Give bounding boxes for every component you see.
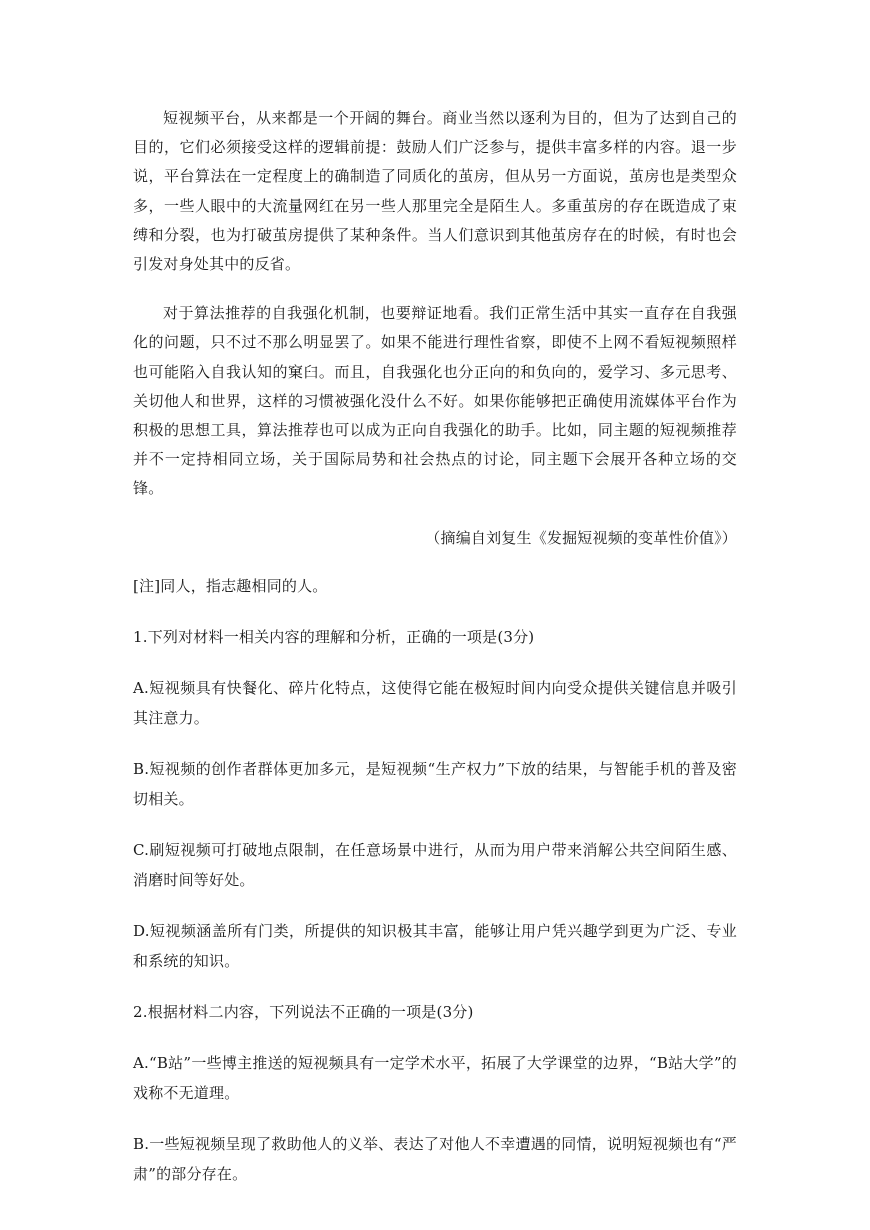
- annotation-note: [注]同人，指志趣相同的人。: [133, 576, 328, 595]
- question-2-stem: 2.根据材料二内容，下列说法不正确的一项是(3分): [133, 1002, 474, 1021]
- question-2-option-a: A.“B站”一些博主推送的短视频具有一定学术水平，拓展了大学课堂的边界，“B站大学”的戏称不无道理。: [133, 1053, 737, 1102]
- passage-paragraph-1: 短视频平台，从来都是一个开阔的舞台。商业当然以逐利为目的，但为了达到自己的目的，它们必须接受这样的逻辑前提：鼓励人们广泛参与，提供丰富多样的内容。退一步说，平台算法在一定程度上的确制造了同质化的茧房，但从另一方面说，茧房也是类型众多，一些人眼中的大流量网红在另一些人那里完全是陌生人。多重茧房的存在既造成了束缚和分裂，也为打破茧房提供了某种条件。当人们意识到其他茧房存在的时候，有时也会引发对身处其中的反省。: [133, 109, 737, 274]
- passage-source: （摘编自刘复生《发掘短视频的变革性价值》）: [425, 528, 737, 547]
- question-1-option-a: A.短视频具有快餐化、碎片化特点，这使得它能在极短时间内向受众提供关键信息并吸引其注意力。: [133, 678, 737, 727]
- question-2: [133, 997, 737, 1189]
- passage-paragraph-2: 对于算法推荐的自我强化机制，也要辩证地看。我们正常生活中其实一直存在自我强化的问题，只不过不那么明显罢了。如果不能进行理性省察，即使不上网不看短视频照样也可能陷入自我认知的窠臼。而且，自我强化也分正向的和负向的，爱学习、多元思考、关切他人和世界，这样的习惯被强化没什么不好。如果你能够把正确使用流媒体平台作为积极的思想工具，算法推荐也可以成为正向自我强化的助手。比如，同主题的短视频推荐并不一定持相同立场，关于国际局势和社会热点的讨论，同主题下会展开各种立场的交锋。: [133, 304, 737, 498]
- question-1-option-b: B.短视频的创作者群体更加多元，是短视频“生产权力”下放的结果，与智能手机的普及密切相关。: [133, 759, 737, 808]
- question-1-option-d: D.短视频涵盖所有门类，所提供的知识极其丰富，能够让用户凭兴趣学到更为广泛、专业和系统的知识。: [133, 921, 737, 970]
- exam-page: [133, 104, 737, 1189]
- question-1: [133, 622, 737, 976]
- question-1-option-c: C.刷短视频可打破地点限制，在任意场景中进行，从而为用户带来消解公共空间陌生感、消磨时间等好处。: [133, 840, 737, 889]
- question-1-stem: 1.下列对材料一相关内容的理解和分析，正确的一项是(3分): [133, 627, 535, 646]
- question-2-option-b: B.一些短视频呈现了救助他人的义举、表达了对他人不幸遭遇的同情，说明短视频也有“严肃”的部分存在。: [133, 1134, 737, 1183]
